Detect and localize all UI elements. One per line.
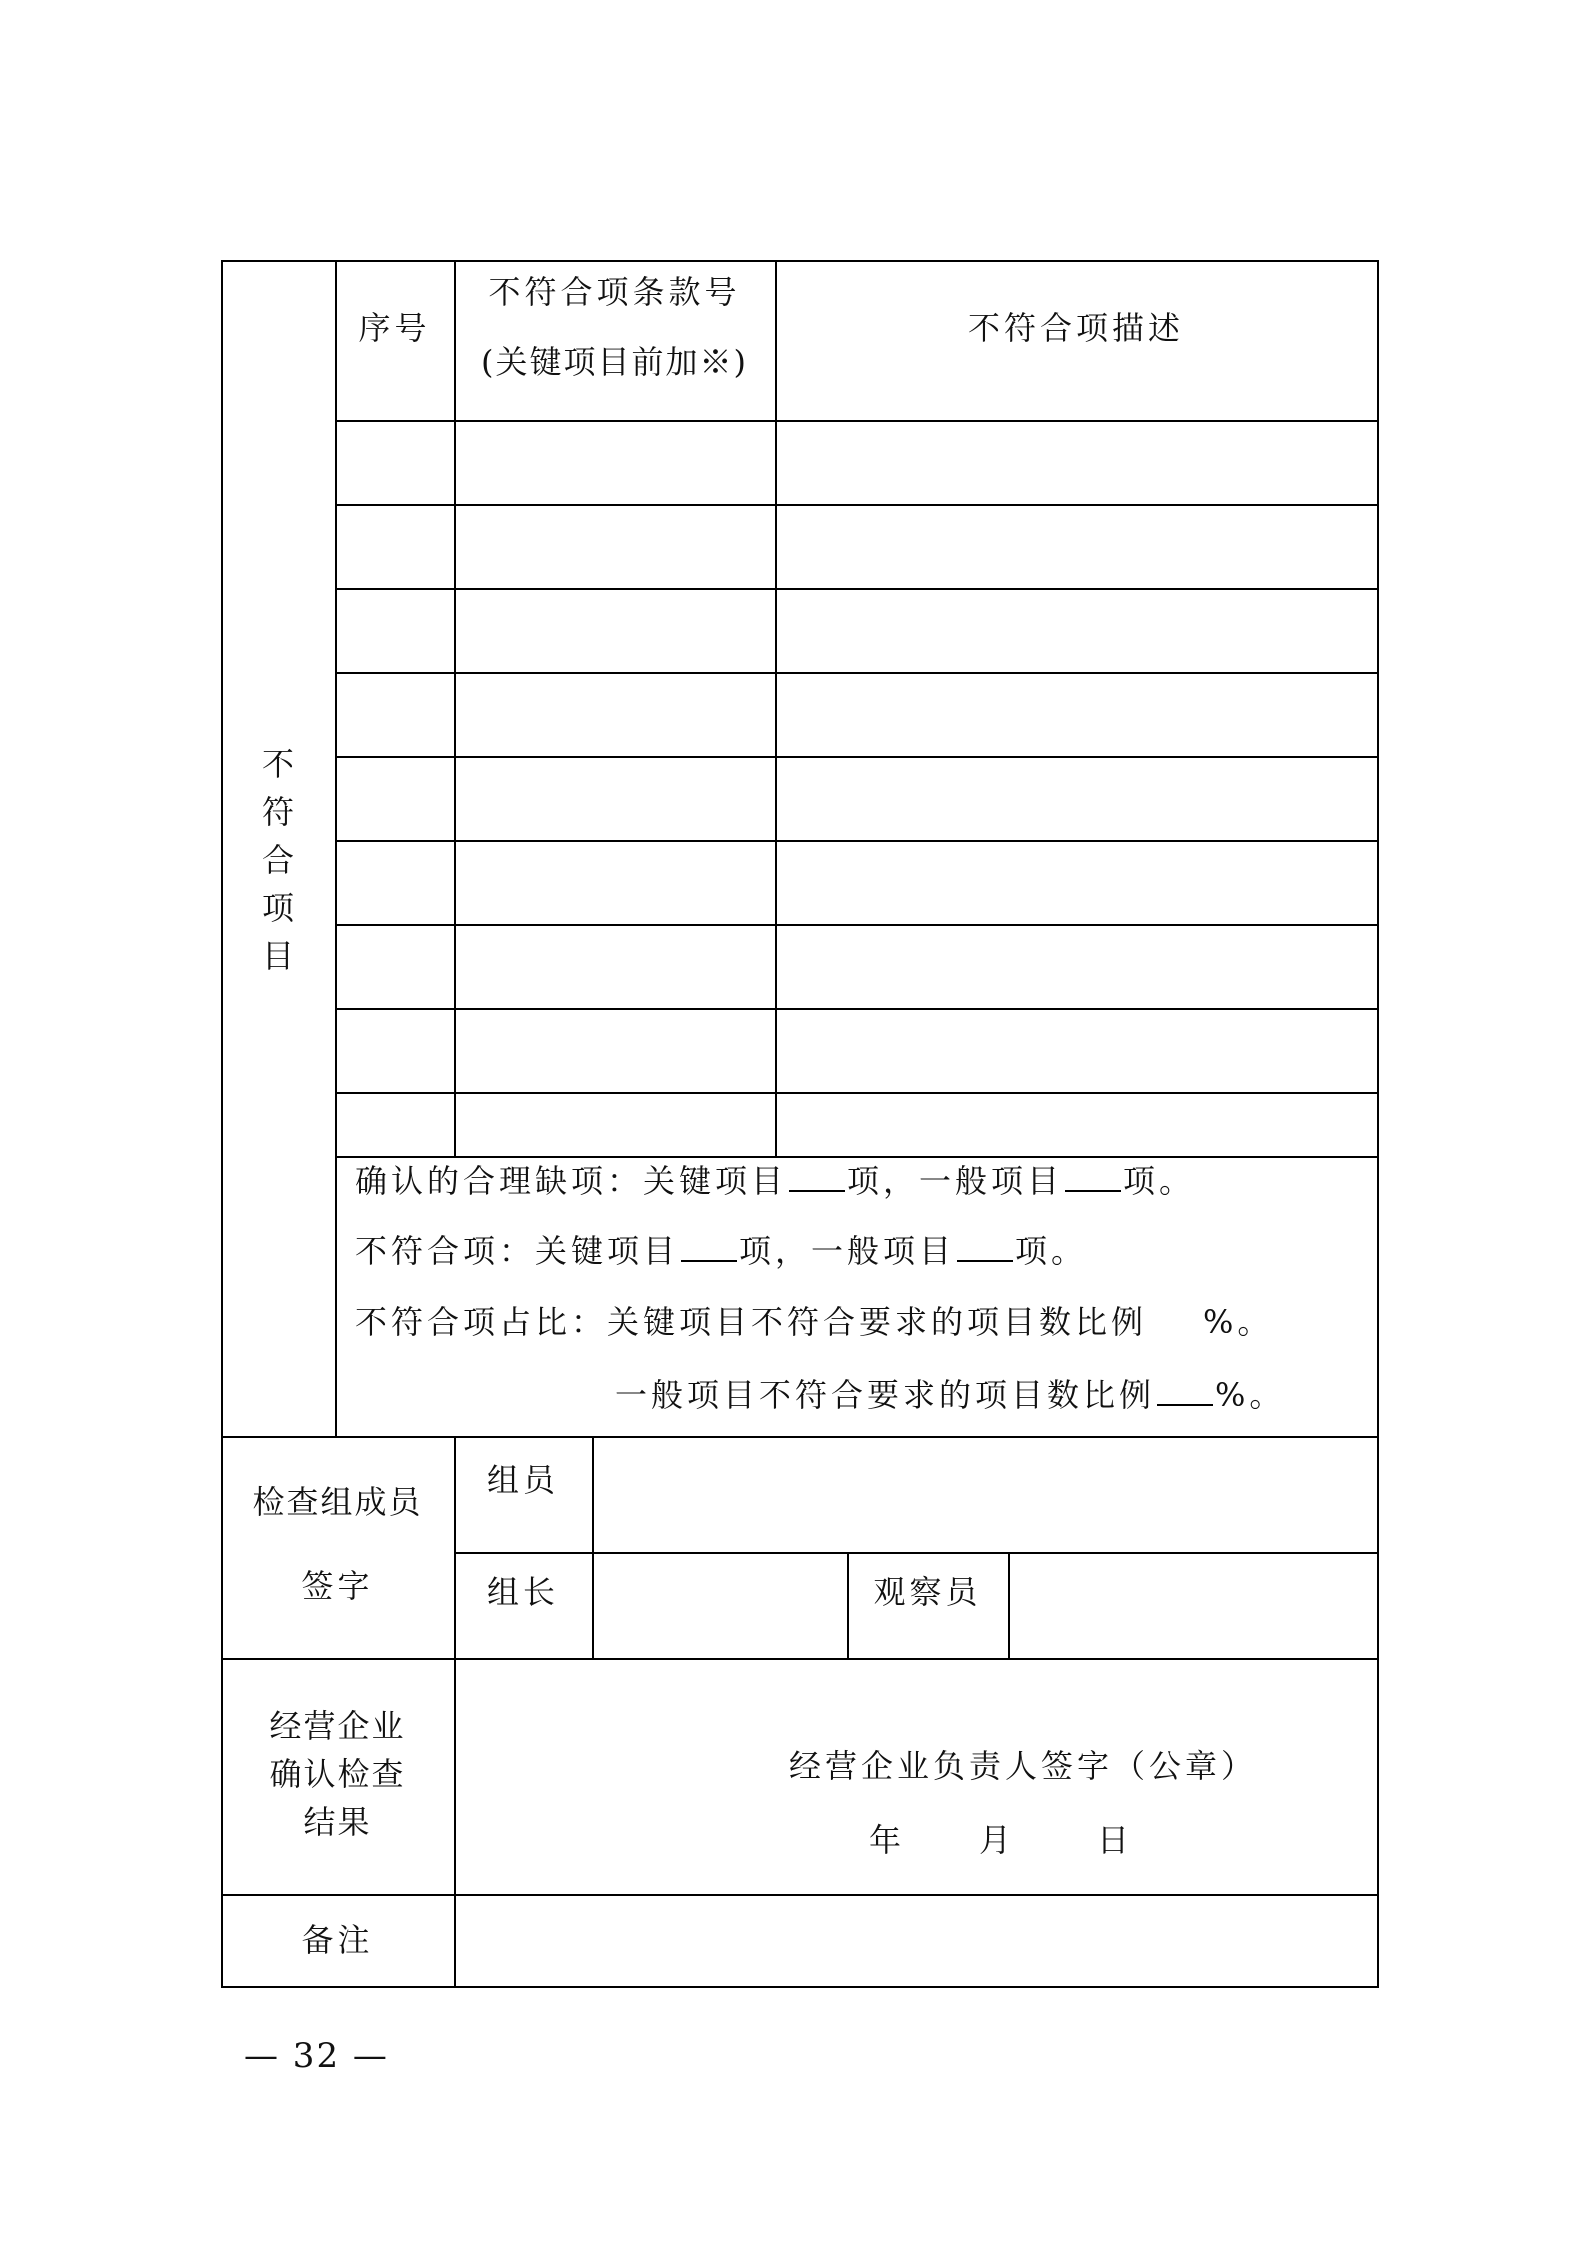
summary-line1-prefix: 确认的合理缺项：关键项目 xyxy=(355,1162,788,1200)
signature-label-line2: 签字 xyxy=(301,1567,374,1605)
table-border-right xyxy=(1377,260,1379,1988)
summary-line3-end: %。 xyxy=(1203,1303,1274,1341)
confirmation-label-line2: 确认检查 xyxy=(269,1755,406,1793)
date-month: 月 xyxy=(979,1821,1016,1859)
summary-line4-end: %。 xyxy=(1215,1376,1286,1414)
row-divider xyxy=(335,1092,1379,1094)
row-divider xyxy=(335,840,1379,842)
remarks-label: 备注 xyxy=(301,1921,374,1959)
confirmation-label-line1: 经营企业 xyxy=(269,1707,406,1745)
summary-reasonable-missing xyxy=(355,1160,1195,1201)
section-label-nonconformity xyxy=(221,740,335,980)
summary-line2-mid: 项，一般项目 xyxy=(739,1232,956,1270)
summary-general-ratio xyxy=(615,1374,1285,1415)
summary-nonconformity-count xyxy=(355,1230,1087,1271)
general-nonconformity-count-blank[interactable] xyxy=(957,1230,1013,1262)
section-label-char: 合 xyxy=(261,841,294,879)
summary-line4-prefix: 一般项目不符合要求的项目数比例 xyxy=(615,1376,1156,1414)
signature-label-divider xyxy=(454,1436,456,1988)
remarks-block-top xyxy=(221,1894,1379,1896)
member-label-divider xyxy=(592,1436,594,1660)
row-divider xyxy=(335,756,1379,758)
section-label-char: 目 xyxy=(261,937,294,975)
header-row-divider xyxy=(335,420,1379,422)
summary-key-ratio xyxy=(355,1302,1273,1342)
header-description: 不符合项描述 xyxy=(967,309,1184,347)
observer-label-divider xyxy=(1008,1552,1010,1660)
inspection-form-table xyxy=(221,260,1379,1988)
section-label-char: 不 xyxy=(261,745,294,783)
key-missing-count-blank[interactable] xyxy=(789,1160,845,1192)
table-border-top xyxy=(221,260,1379,262)
date-year: 年 xyxy=(869,1821,906,1859)
confirmation-block-top xyxy=(221,1658,1379,1660)
section-label-char: 符 xyxy=(261,793,294,831)
company-head-signature: 经营企业负责人签字（公章） xyxy=(789,1747,1258,1785)
summary-line2-prefix: 不符合项：关键项目 xyxy=(355,1232,680,1270)
date-day: 日 xyxy=(1097,1821,1134,1859)
row-divider xyxy=(335,924,1379,926)
summary-line3-prefix: 不符合项占比：关键项目不符合要求的项目数比例 xyxy=(355,1303,1148,1341)
general-missing-count-blank[interactable] xyxy=(1065,1160,1121,1192)
summary-line2-end: 项。 xyxy=(1015,1232,1088,1270)
confirmation-label-line3: 结果 xyxy=(303,1803,372,1841)
table-border-bottom xyxy=(221,1986,1379,1988)
key-ratio-blank[interactable] xyxy=(1147,1303,1203,1333)
general-ratio-blank[interactable] xyxy=(1157,1374,1213,1406)
summary-line1-end: 项。 xyxy=(1123,1162,1196,1200)
leader-label: 组长 xyxy=(486,1573,559,1611)
key-nonconformity-count-blank[interactable] xyxy=(681,1230,737,1262)
row-divider xyxy=(335,504,1379,506)
seq-column-divider xyxy=(454,260,456,1156)
row-divider xyxy=(335,1008,1379,1010)
summary-line1-mid: 项，一般项目 xyxy=(847,1162,1064,1200)
clause-column-divider xyxy=(775,260,777,1156)
section-label-divider xyxy=(335,260,337,1436)
header-clause-line1: 不符合项条款号 xyxy=(488,273,741,311)
row-divider xyxy=(335,588,1379,590)
member-label: 组员 xyxy=(486,1461,559,1499)
row-divider xyxy=(335,672,1379,674)
observer-label: 观察员 xyxy=(873,1573,982,1611)
row-divider xyxy=(335,1156,1379,1158)
header-seq: 序号 xyxy=(358,309,431,347)
member-row-divider xyxy=(454,1552,1379,1554)
header-clause-line2: (关键项目前加※) xyxy=(481,343,748,381)
section-label-char: 项 xyxy=(261,889,294,927)
page-number: — 32 — xyxy=(244,2036,389,2076)
signature-label-line1: 检查组成员 xyxy=(252,1483,423,1521)
signature-block-top xyxy=(221,1436,1379,1438)
